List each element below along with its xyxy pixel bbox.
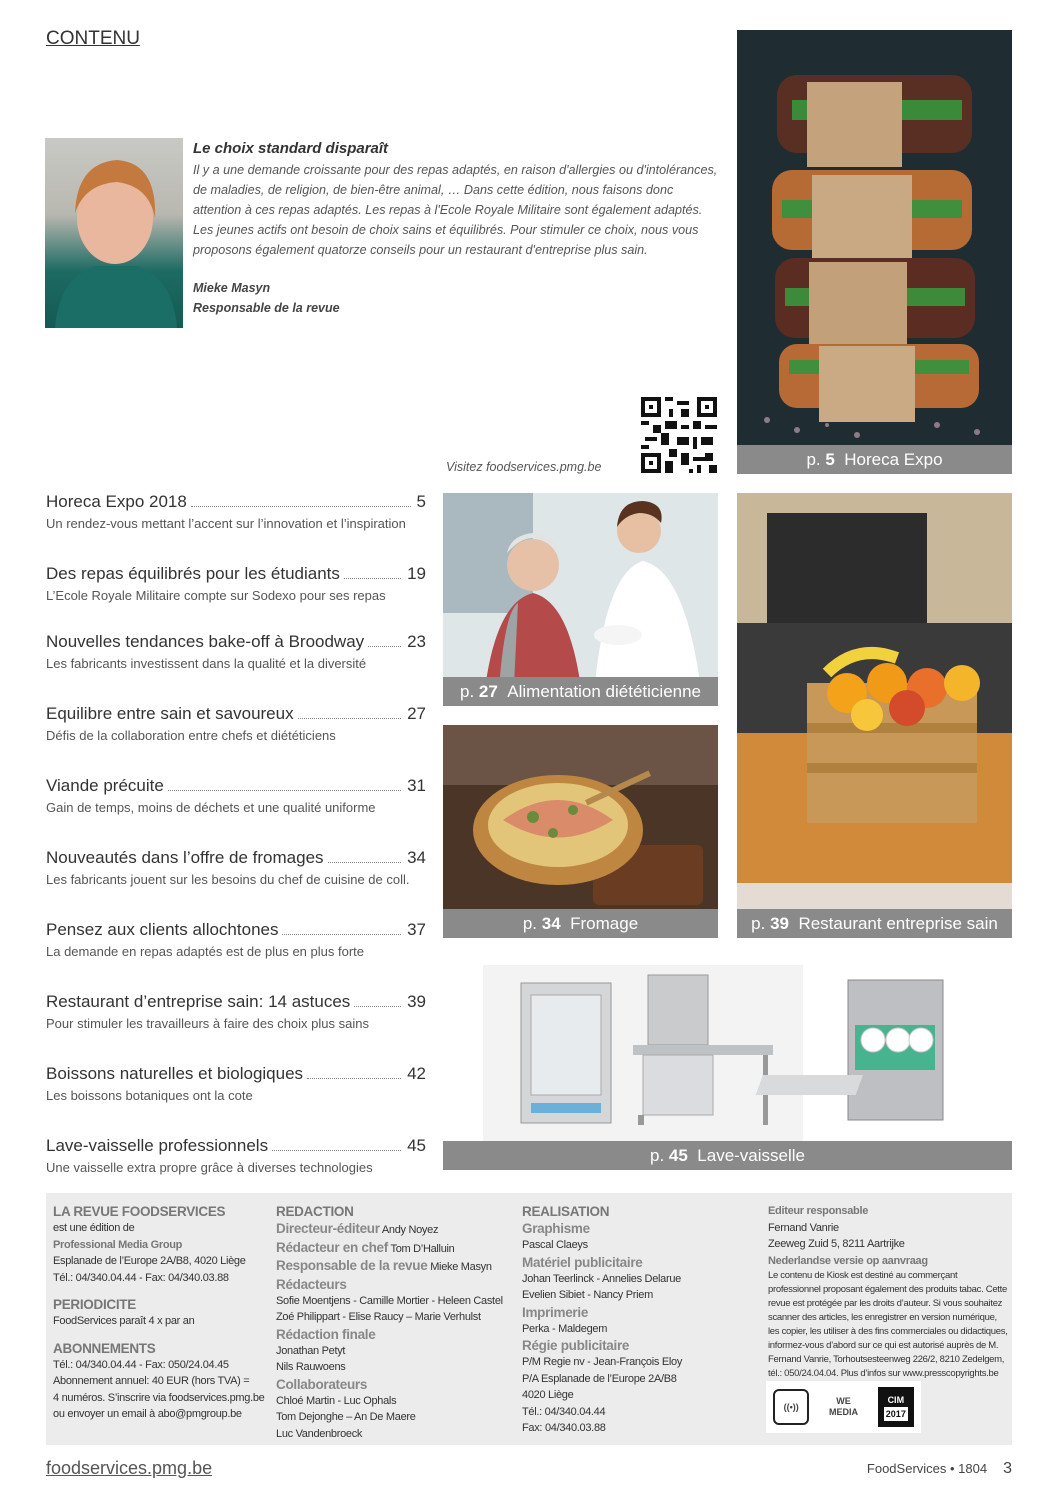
qr-code-icon[interactable] xyxy=(641,397,717,473)
colophon-realisation: REALISATION Graphisme Pascal Claeys Matériel publicitaire Johan Teerlinck - Annelies Delarue Evelien Sibiet - Nancy Priem Imprimerie Perka - Maldegem Régie publicitaire P/M Regie nv - Jean-François Eloy P/A Esplanade de l’Europe 2A/B8 4020 Liège Tél.: 04/340.04.44 Fax: 04/340.03.88 xyxy=(522,1204,683,1434)
colophon-redaction: REDACTION Directeur-éditeur Andy Noyez Rédacteur en chef Tom D’Halluin Responsable de la revue Mieke Masyn Rédacteurs Sofie Moentjens - Camille Mortier - Heleen Castel Zoé Philippart - Elise Raucy – Marie Verhulst Rédaction finale Jonathan Petyt Nils Rauwoens Collaborateurs Chloé Martin - Luc Ophals Tom Dejonghe – An De Maere Luc Vandenbroeck xyxy=(276,1204,503,1440)
photo-fromage[interactable] xyxy=(443,725,718,938)
colophon-publisher: LA REVUE FOODSERVICES est une édition de Professional Media Group Esplanade de l’Europe 2A/B8, 4020 Liège Tél.: 04/340.04.44 - Fax: 04/340.03.88 PERIODICITE FoodServices paraît 4 x par an ABONNEMENTS Tél.: 04/340.04.44 - Fax: 050/24.04.45 Abonnement annuel: 40 EUR (hors TVA) = 4 numéros. S’inscrire via foodservices.pmg.be ou envoyer un email à abo@pmgroup.be xyxy=(53,1204,265,1420)
photo-restaurant-entreprise[interactable] xyxy=(737,493,1012,938)
photo-lave-vaisselle[interactable] xyxy=(443,965,1012,1170)
toc-entry[interactable]: Restaurant d’entreprise sain: 14 astuces 39 Pour stimuler les travailleurs à faire des choix plus sains xyxy=(46,992,426,1031)
toc-entry[interactable]: Pensez aux clients allochtones 37 La demande en repas adaptés est de plus en plus forte xyxy=(46,920,426,959)
photo-caption: p. 45 Lave-vaisselle xyxy=(443,1141,1012,1170)
toc-entry[interactable]: Equilibre entre sain et savoureux 27 Défis de la collaboration entre chefs et diététiciens xyxy=(46,704,426,743)
photo-caption: p. 27 Alimentation diététicienne xyxy=(443,677,718,706)
toc-entry[interactable]: Nouvelles tendances bake-off à Broodway 23 Les fabricants investissent dans la qualité et la diversité xyxy=(46,632,426,671)
editor-portrait xyxy=(45,138,183,328)
editorial-title: Le choix standard disparaît xyxy=(193,140,389,157)
page-info xyxy=(867,1460,1012,1478)
toc-entry[interactable]: Boissons naturelles et biologiques 42 Les boissons botaniques ont la cote xyxy=(46,1064,426,1103)
colophon xyxy=(46,1193,1012,1445)
table-of-contents xyxy=(46,492,426,1186)
toc-entry[interactable]: Nouveautés dans l’offre de fromages 34 Les fabricants jouent sur les besoins du chef de cuisine de coll. xyxy=(46,848,426,887)
page-number: 3 xyxy=(1003,1460,1012,1477)
editorial xyxy=(193,140,723,318)
section-title: CONTENU xyxy=(46,28,140,49)
toc-entry[interactable]: Lave-vaisselle professionnels 45 Une vaisselle extra propre grâce à diverses technologies xyxy=(46,1136,426,1175)
editorial-body: Il y a une demande croissante pour des repas adaptés, en raison d'allergies ou d'intolérances, de maladies, de religion, de bien-être animal, … Dans cette édition, nous faisons donc attention à ces repas adaptés. Les repas à l'Ecole Royale Militaire sont également adaptés. Les jeunes actifs ont besoin de choix sains et équilibrés. Pour stimuler ce choix, nous vous proposons également quatorze conseils pour un restaurant d'entreprise plus sain. xyxy=(193,163,718,257)
partner-logos xyxy=(766,1381,921,1433)
website-link[interactable]: foodservices.pmg.be xyxy=(46,1458,213,1478)
toc-entry[interactable]: Horeca Expo 2018 5 Un rendez-vous mettant l’accent sur l’innovation et l’inspiration xyxy=(46,492,426,531)
colophon-editor: Editeur responsable Fernand Vanrie Zeeweg Zuid 5, 8211 Aartrijke Nederlandse versie op aanvraag Le contenu de Kiosk est destiné au commerçant professionnel proposant également des produits tabac. Cette revue est protégée par les droits d’auteur. Si vous souhaitez scanner des articles, les enregistrer en version numérique, les copier, les utiliser à des fins commerciales ou didactiques, informez-vous d’abord sur ce qui est autorisé auprès de M. Fernand Vanrie, Torhoutsesteenweg 226/2, 8210 Zedelgem, tél.: 050/24.04.04. Plus d’infos sur www.presscopyrights.be xyxy=(768,1205,1008,1379)
photo-caption: p. 34 Fromage xyxy=(443,909,718,938)
photo-caption: p. 39 Restaurant entreprise sain xyxy=(737,909,1012,938)
photo-caption: p. 5 Horeca Expo xyxy=(737,445,1012,474)
issue-label: FoodServices • 1804 xyxy=(866,1461,988,1476)
toc-entry[interactable]: Des repas équilibrés pour les étudiants 19 L’Ecole Royale Militaire compte sur Sodexo pour ses repas xyxy=(46,564,426,603)
visit-website-text[interactable]: Visitez foodservices.pmg.be xyxy=(446,460,602,474)
toc-entry[interactable]: Viande précuite 31 Gain de temps, moins de déchets et une qualité uniforme xyxy=(46,776,426,815)
editorial-author: Mieke Masyn xyxy=(193,281,271,295)
cim-logo-icon[interactable]: CIM 2017 xyxy=(878,1387,914,1427)
editorial-role: Responsable de la revue xyxy=(193,301,340,315)
photo-horeca-expo[interactable] xyxy=(737,30,1012,474)
press-copyright-logo-icon[interactable]: ((•)) xyxy=(773,1389,809,1425)
we-media-logo-icon[interactable]: WE MEDIA xyxy=(828,1396,858,1417)
photo-alimentation[interactable] xyxy=(443,493,718,706)
